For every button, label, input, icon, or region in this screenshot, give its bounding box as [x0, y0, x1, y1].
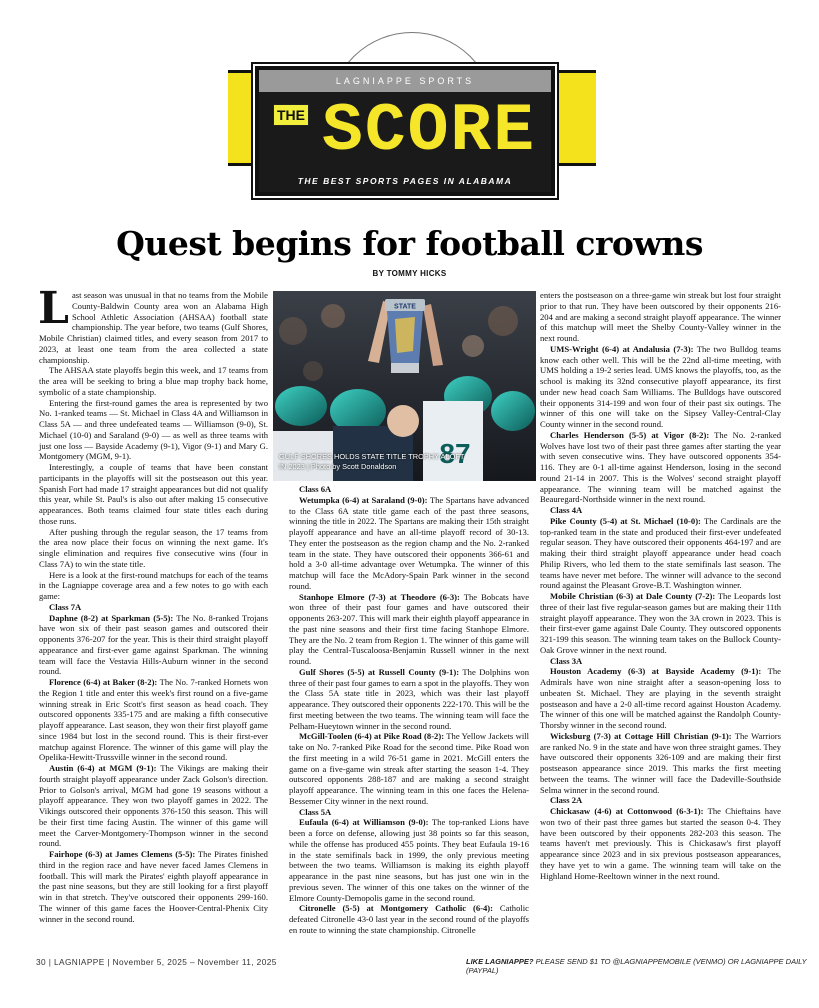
headline: Quest begins for football crowns: [116, 224, 703, 263]
section-heading-class-3a: Class 3A: [550, 655, 583, 666]
section-heading-class-2a: Class 2A: [550, 795, 583, 806]
article-column-2: [289, 484, 529, 936]
matchup-paragraph: [540, 516, 781, 591]
matchup-paragraph: [540, 430, 781, 505]
section-heading-class-7a: Class 7A: [49, 601, 82, 612]
paragraph: Interestingly, a couple of teams that have been constant participants in the playoffs will sit the postseason out this year. Spanish Fort had made 17 straight appearances but did not qualify this year, while St. Paul's is also out after making 15 consecutive appearances. Both teams claimed four state titles each during those runs.: [39, 462, 268, 526]
matchup-paragraph: [289, 667, 529, 732]
matchup-text: The two Bulldog teams know each other well. This will be the 22nd all-time meeting, with UMS holding a 19-2 series lead. UMS knows the playoffs, too, as the school is making its 32nd consecutive playoff appearance, its first under new head coach Sam Williams. The Bulldogs have outscored their opponents 314-199 and won four of their past six outings. The winner of this one will take on the Sipsey Valley-Central-Clay County winner in the second round.: [540, 343, 781, 429]
trophy-celebration-photo: [273, 291, 536, 481]
matchup-title: Chickasaw (4-6) at Cottonwood (6-3-1):: [550, 806, 704, 816]
matchup-title: Daphne (8-2) at Sparkman (5-5):: [49, 612, 174, 623]
matchup-paragraph: [289, 903, 529, 935]
logo-tagline: THE BEST SPORTS PAGES IN ALABAMA: [297, 176, 513, 186]
article-column-3: [540, 290, 781, 881]
drop-cap: L: [38, 283, 69, 334]
matchup-title: Charles Henderson (5-5) at Vigor (8-2):: [550, 429, 710, 440]
matchup-title: Wicksburg (7-3) at Cottage Hill Christian (9-1):: [550, 730, 732, 741]
matchup-title: Florence (6-4) at Baker (8-2):: [49, 677, 158, 687]
logo-panel: [255, 66, 555, 196]
matchup-text: The Dolphins won three of their past four games to earn a spot in the playoffs. They won the Class 5A state title in 2023, which was their last playoff appearance. They outscored their opponents 222-170. This will be the first meeting between the two teams. The winning team will face the Pelham-Hueytown winner in the second round.: [289, 666, 530, 731]
matchup-text: The Vikings are making their fourth straight playoff appearance under Zack Golson's direction. Prior to Golson's arrival, MGM had gone 19 seasons without a playoff appearance. They won two playoff games in 2022. The Vikings outscored their opponents 376-150 this season. This will be their first time facing Austin. The winner of this game will meet the Carver-Montgomery-Thompson winner in the second round.: [39, 763, 268, 849]
paragraph: Entering the first-round games the area is represented by two No. 1-ranked teams — St. Michael in Class 4A and Williamson in Class 5A — and three undefeated teams — Williamson (9-0), St. Michael (10-0) and Saraland (9-0) — as well as three teams with just one loss — Bayside Academy (9-1), Vigor (9-1) and Mary G. Montgomery (MGM, 9-1).: [39, 397, 268, 462]
promo-lead: LIKE LAGNIAPPE?: [466, 957, 534, 966]
matchup-title: McGill-Toolen (6-4) at Pike Road (8-2):: [299, 731, 445, 742]
paragraph: enters the postseason on a three-game win streak but lost four straight prior to that run. They have been outscored by their opponents 216-204 and are making a second straight playoff appearance. The winner of this matchup will meet the Shelby County-Valley winner in the next round.: [540, 290, 781, 343]
logo-top-text: LAGNIAPPE SPORTS: [259, 70, 551, 92]
matchup-title: UMS-Wright (6-4) at Andalusia (7-3):: [550, 343, 694, 354]
matchup-text: The Warriors are ranked No. 9 in the state and have won three straight games. They have outscored their opponents 326-109 and are making their first postseason appearance since 2019. This marks the first meeting between the teams. The winner will face the Dadeville-Southside Selma winner in the second round.: [540, 730, 781, 795]
the-score-logo: [0, 0, 819, 225]
promo-text: PLEASE SEND $1 TO @LAGNIAPPEMOBILE (VENMO) OR LAGNIAPPE DAILY (PAYPAL): [466, 957, 807, 975]
matchup-paragraph: [540, 666, 781, 731]
matchup-title: Mobile Christian (6-3) at Dale County (7-2):: [550, 591, 716, 601]
matchup-title: Gulf Shores (5-5) at Russell County (9-1):: [299, 666, 460, 677]
trophy-label: STATE: [394, 303, 416, 311]
paragraph: After pushing through the regular season, the 17 teams from the area now place their focus on winning the next game. It's single elimination and requires five consecutive wins (four in Class 7A) to win the state title.: [39, 526, 268, 569]
lead-paragraph: [38, 283, 268, 365]
page-footer-promo: [466, 957, 819, 975]
section-heading-class-5a: Class 5A: [299, 806, 332, 817]
matchup-paragraph: [540, 591, 781, 656]
matchup-paragraph: [39, 763, 268, 849]
matchup-paragraph: [289, 592, 529, 667]
matchup-text: The Bobcats have won three of their past four games and have outscored their opponents 263-207. This will mark their eighth playoff appearance in the past nine seasons and their first time facing Stanhope Elmore. They are the No. 2 team from Region 1. The winner of this game will play the Central-Tuscaloosa-Benjamin Russell winner in the next round.: [289, 591, 530, 666]
page-footer-folio: 30 | LAGNIAPPE | November 5, 2025 – November 11, 2025: [36, 957, 277, 967]
matchup-text: The Admirals have won nine straight after a season-opening loss to unbeaten St. Michael. They are playing in the seventh straight postseason and have a 2-0 all-time record against Houston Academy. The winner of this one will be matched against the Randolph County-Thorsby winner in the second round.: [540, 666, 782, 730]
matchup-paragraph: [289, 495, 529, 592]
svg-text:87: 87: [439, 438, 471, 469]
matchup-title: Citronelle (5-5) at Montgomery Catholic (6-4):: [299, 903, 494, 914]
matchup-title: Austin (6-4) at MGM (9-1):: [49, 763, 157, 773]
matchup-paragraph: [540, 806, 781, 881]
matchup-title: Houston Academy (6-3) at Bayside Academy (9-1):: [550, 666, 762, 677]
matchup-paragraph: [39, 613, 268, 678]
matchup-title: Wetumpka (6-4) at Saraland (9-0):: [299, 494, 428, 505]
logo-the: THE: [273, 104, 309, 126]
matchup-text: The Pirates finished third in the region race and have never faced James Clemens in football. This will mark the Pirates' eighth playoff appearance in the past nine seasons, but they are still looking for a first playoff win in that stretch. They've outscored their opponents 299-160. The winner of this game faces the Hoover-Central-Phenix City winner in the second round.: [39, 849, 268, 924]
matchup-text: The Cardinals are the top-ranked team in the state and produced their first-ever undefeated regular season. They have outscored their opponents 464-197 and are making their third straight playoff appearance under head coach Philip Rivers, who led them to the state semifinals last season. The teams have never met before. The winner will advance to the second round against the Pleasant Grove-B.T. Washington winner.: [540, 515, 781, 591]
matchup-paragraph: [289, 731, 529, 806]
matchup-title: Fairhope (6-3) at James Clemens (5-5):: [49, 849, 196, 859]
photo-caption: GULF SHORES HOLDS STATE TITLE TROPHY ALOFT IN 2023 | Photo by Scott Donaldson: [279, 452, 465, 471]
matchup-paragraph: [540, 731, 781, 796]
trophy: [385, 299, 425, 373]
matchup-title: Eufaula (6-4) at Williamson (9-0):: [299, 817, 429, 828]
matchup-text: The No. 8-ranked Trojans have won six of their past season games and outscored their opponents 376-207 for the year. This is their third straight playoff appearance and first-ever game against Sparkman. The winning team will face the Vestavia Hills-Auburn winner in the second round.: [39, 612, 268, 677]
matchup-paragraph: [39, 677, 268, 763]
matchup-text: The Yellow Jackets will take on No. 7-ranked Pike Road for the second time. Pike Road won the first meeting in a wild 76-51 game in 2021. McGill enters the game on a five-game win streak after starting the season 1-4. They outscored opponents 288-187 and are making a second straight playoff appearance. The winning team in this one faces the Helena-Bessemer City winner in the next round.: [289, 731, 529, 806]
matchup-text: The top-ranked Lions have been a force on defense, allowing just 38 points so far this season, while the offense has produced 455 points. They beat Eufaula 19-16 in the state semifinals back in 1999, the only previous meeting between the two teams. Williamson is making its eighth playoff appearance in the past nine seasons, but has just one win in the previous seven. The winner of this one takes on the winner of the Elmore County-Demopolis game in the second round.: [289, 817, 529, 903]
section-heading-class-4a: Class 4A: [550, 505, 583, 515]
matchup-text: The No. 2-ranked Wolves have lost two of their past three games after starting the year with seven consecutive wins. They have outscored opponents 354-116. They are 0-1 all-time against Henderson, losing in the second round 21-14 in 2007. This is the Wolves' second straight playoff appearance. The winning team will be matched against the Beauregard-Northside winner in the next round.: [540, 429, 781, 505]
matchup-title: Pike County (5-4) at St. Michael (10-0):: [550, 515, 701, 526]
matchup-text: The Spartans have advanced to the Class 6A state title game each of the past three seasons, winning the title in 2022. The Spartans are making their 15th straight playoff appearance and have an all-time playoff record of 30-13. They enter the postseason as the region champ and the No. 2-ranked team in the state. They have outscored their opponents 366-61 and hold a 3-0 all-time advantage over Wetumpka. The winner of this matchup will face the McAdory-Spain Park winner in the second round.: [289, 494, 529, 591]
matchup-title: Stanhope Elmore (7-3) at Theodore (6-3):: [299, 591, 460, 602]
matchup-text: The Leopards lost three of their last five regular-season games but are making their 11th straight playoff appearance. They won the 3A crown in 2023. This is their first-ever game against Dale County. They outscored opponents 321-199 this season. The winning team takes on the Bullock County-Oak Grove winner in the next round.: [540, 591, 781, 655]
section-heading-class-6a: Class 6A: [299, 484, 332, 494]
matchup-text: Catholic defeated Citronelle 43-0 last year in the second round of the playoffs en route to winning the state championship. Citronelle: [289, 903, 529, 935]
matchup-text: The No. 7-ranked Hornets won the Region 1 title and enter this week's first round on a five-game winning streak in Eric Scott's first season as head coach. They outscored opponents 335-175 and are making a fifth consecutive playoff appearance. Last season, they won their first playoff game since 1984 but lost in the second round. This is their first-ever matchup against Florence. The winner of this game will play the Opelika-Hewitt-Trussville winner in the second round.: [39, 677, 268, 763]
matchup-paragraph: [540, 344, 781, 430]
paragraph-text: ast season was unusual in that no teams from the Mobile County-Baldwin County area won an Alabama High School Athletic Association (AHSAA) football state championship. The year before, two teams (Gulf Shores, Mobile Christian) claimed titles, and every season from 2017 to 2023, at least one team from the area collected a state championship.: [39, 290, 268, 365]
paragraph: Here is a look at the first-round matchups for each of the teams in the Lagniappe coverage area and a few notes to go with each game:: [39, 569, 268, 601]
paragraph: The AHSAA state playoffs begin this week, and 17 teams from the area will be seeking to bring a blue map trophy back home, symbolic of a state championship.: [39, 365, 268, 397]
logo-score-title: SCORE: [309, 94, 549, 170]
matchup-text: The Chieftains have won two of their past three games but started the season 0-4. They have been outscored by their opponents 282-203 this season. The teams haven't met previously. This is Chickasaw's first playoff appearance since 2023 and in six previous postseason appearances, they have yet to win a game. The winning team will take on the Highland Home-Reeltown winner in the next round.: [540, 806, 781, 881]
matchup-paragraph: [39, 849, 268, 924]
byline: BY TOMMY HICKS: [372, 269, 447, 278]
matchup-paragraph: [289, 817, 529, 903]
article-column-1: [38, 283, 268, 924]
